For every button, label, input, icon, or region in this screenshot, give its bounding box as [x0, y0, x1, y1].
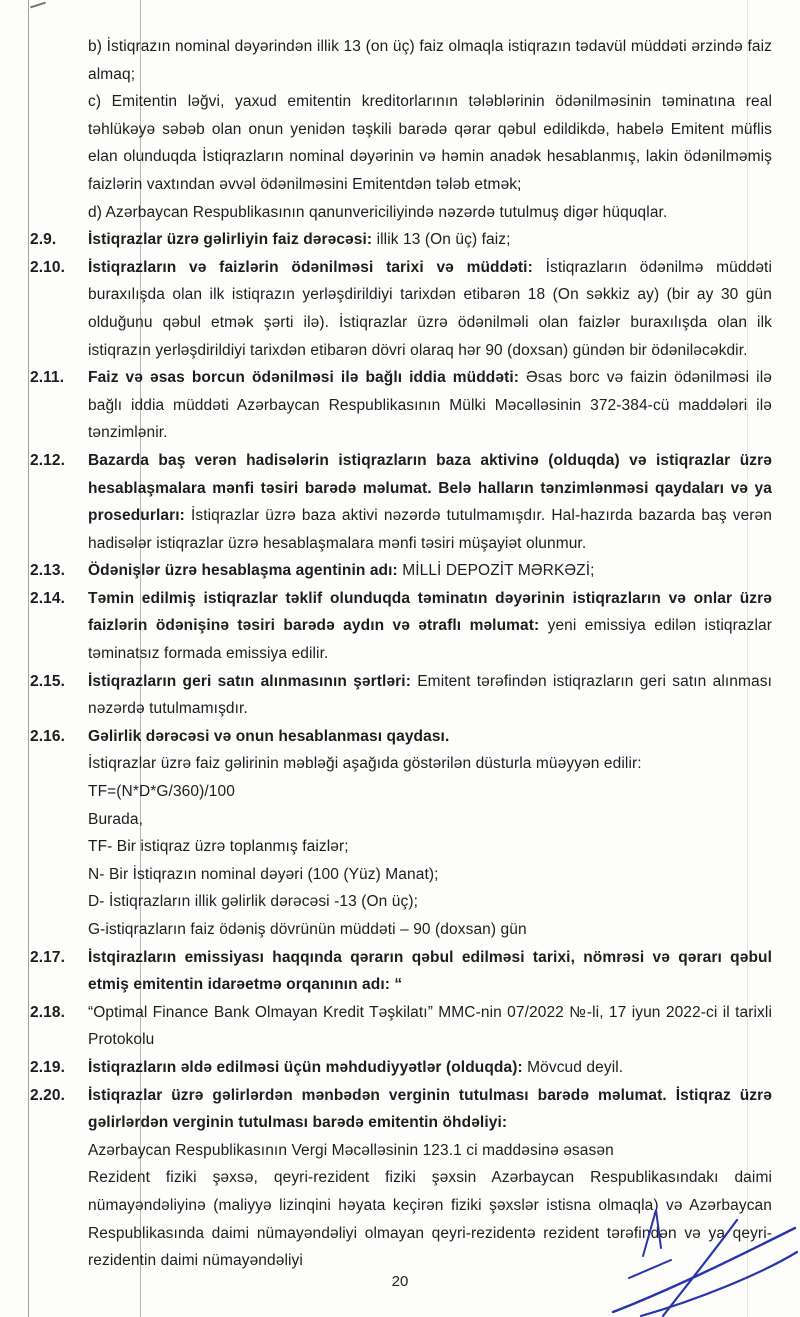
- item-text: [88, 254, 772, 364]
- item-text: [88, 447, 772, 557]
- paragraph-text: b) İstiqrazın nominal dəyərindən illik 13 (on üç) faiz olmaqla istiqrazın tədavül müddəti ərzində faiz almaq;: [88, 38, 772, 83]
- continuation-line: Rezident fiziki şəxsə, qeyri-rezident fiziki şəxsin Azərbaycan Respublikasındakı daimi nümayəndəliyinə (maliyyə lizinqini həyata keçirən fiziki şəxslər istisna olmaqla) və Azərbaycan Respublikasında daimi nümayəndəliyi olmayan qeyri-rezidentə rezident tərəfindən və ya qeyri-rezidentin daimi nümayəndəliyi: [88, 1169, 772, 1270]
- item-title: İstiqrazlar üzrə gəlirlərdən mənbədən verginin tutulması barədə məlumat. İstiqraz üzrə gəlirlərdən verginin tutulması barədə emitentin öhdəliyi:: [88, 1086, 772, 1132]
- continuation-line: Azərbaycan Respublikasının Vergi Məcəlləsinin 123.1 ci maddəsinə əsasən: [88, 1141, 614, 1159]
- item-text: [88, 199, 772, 227]
- formula-line: TF- Bir istiqraz üzrə toplanmış faizlər;: [88, 838, 349, 856]
- paragraph-text: İstiqrazlar üzrə baza aktivi nəzərdə tutulmamışdır. Hal-hazırda bazarda baş verən hadisələr istiqrazlar üzrə hesablaşmalara mənfi təsiri müşayiət olunmur.: [88, 507, 772, 552]
- item-title: İstqirazların emissiyası haqqında qərarın qəbul edilməsi tarixi, nömrəsi və qərarı qəbul etmiş emitentin idarəetmə orqanının adı: “: [88, 948, 772, 994]
- paragraph-text: Əsas borc və faizin ödənilməsi ilə bağlı iddia müddəti Azərbaycan Respublikasının Mülki Məcəlləsinin 372-384-cü maddələri ilə tənzimlənir.: [88, 369, 772, 442]
- list-item-d: [30, 199, 772, 227]
- item-number: 2.12.: [30, 451, 65, 469]
- item-text: [88, 557, 772, 585]
- item-title: Faiz və əsas borcun ödənilməsi ilə bağlı iddia müddəti:: [88, 369, 520, 387]
- item-text: [88, 226, 772, 254]
- section-2-9: [30, 226, 772, 254]
- item-title: Ödənişlər üzrə hesablaşma agentinin adı:: [88, 562, 398, 580]
- formula-block: [88, 750, 772, 943]
- paragraph-text: MİLLİ DEPOZİT MƏRKƏZİ;: [397, 562, 595, 580]
- paragraph-text: Emitent tərəfindən istiqrazların geri satın alınması nəzərdə tutulmamışdır.: [88, 672, 773, 718]
- item-number: 2.13.: [30, 562, 65, 580]
- signature: [585, 1192, 800, 1317]
- item-number: 2.18.: [30, 1003, 65, 1021]
- item-number: 2.17.: [30, 948, 65, 966]
- item-text: [88, 585, 772, 668]
- item-title: İstiqrazların geri satın alınmasının şərtləri:: [88, 672, 411, 690]
- paragraph-text: Mövcud deyil.: [522, 1058, 624, 1076]
- formula-line: N- Bir İstiqrazın nominal dəyəri (100 (Yüz) Manat);: [88, 865, 439, 883]
- item-title: Təmin edilmiş istiqrazlar təklif olunduqda təminatın dəyərinin istiqrazların və onlar üzrə faizlərin ödənişinə təsiri barədə aydın və ətraflı məlumat:: [88, 589, 772, 635]
- item-number: 2.20.: [30, 1086, 65, 1104]
- section-2-16: [30, 723, 772, 944]
- section-2-17: [30, 944, 772, 999]
- item-text: [88, 999, 772, 1054]
- section-2-14: [30, 585, 772, 668]
- section-2-11: [30, 364, 772, 447]
- item-number: 2.14.: [30, 589, 65, 607]
- paragraph-text: illik 13 (On üç) faiz;: [372, 231, 511, 249]
- item-title: İstiqrazların və faizlərin ödənilməsi tarixi və müddəti:: [88, 258, 533, 276]
- list-item-b: [30, 33, 772, 88]
- item-text: [88, 364, 772, 447]
- page-number: 20: [391, 1273, 409, 1290]
- item-text: [88, 1054, 772, 1082]
- item-title: Bazarda baş verən hadisələrin istiqrazların baza aktivinə (olduqda) və istiqrazlar üzrə hesablaşmalara mənfi təsiri barədə məlumat. Belə halların tənzimlənməsi qaydaları və ya prosedurları:: [88, 451, 772, 525]
- item-number: 2.19.: [30, 1058, 65, 1076]
- section-2-18: [30, 999, 772, 1054]
- document-body: [30, 33, 772, 1275]
- list-item-c: [30, 88, 772, 198]
- item-number: 2.9.: [30, 231, 57, 249]
- paragraph-text: İstiqrazların ödənilmə müddəti buraxılışda olan ilk istiqrazın yerləşdirildiyi tarixdən etibarən 18 (On səkkiz ay) (bir ay 30 gün olduğunu qəbul etmək şərti ilə). İstiqrazlar üzrə ödənilməli olan faizlər buraxılışda olan ilk istiqrazın yerləşdirildiyi tarixdən etibarən dövri olaraq hər 90 (doxsan) gündən bir ödəniləcəkdir.: [88, 258, 772, 359]
- formula-line: İstiqrazlar üzrə faiz gəlirinin məbləği aşağıda göstərilən düsturla müəyyən edilir:: [88, 755, 642, 773]
- item-number: 2.10.: [30, 258, 65, 276]
- item-text: [88, 944, 772, 999]
- formula-line: D- İstiqrazların illik gəlirlik dərəcəsi -13 (On üç);: [88, 893, 419, 911]
- item-title: İstiqrazların əldə edilməsi üçün məhdudiyyətlər (olduqda):: [88, 1058, 523, 1076]
- paragraph-text: d) Azərbaycan Respublikasının qanunvericiliyində nəzərdə tutulmuş digər hüquqlar.: [88, 203, 668, 221]
- item-number: 2.15.: [30, 672, 65, 690]
- formula-line: G-istiqrazların faiz ödəniş dövrünün müddəti – 90 (doxsan) gün: [88, 921, 527, 938]
- formula-line: Burada,: [88, 810, 143, 828]
- formula-line: TF=(N*D*G/360)/100: [88, 783, 235, 801]
- item-text: [88, 33, 772, 88]
- section-2-19: [30, 1054, 772, 1082]
- section-2-12: [30, 447, 772, 557]
- section-2-10: [30, 254, 772, 364]
- item-number: 2.11.: [30, 369, 65, 387]
- item-number: 2.16.: [30, 727, 65, 745]
- paragraph-text: yeni emissiya edilən istiqrazlar təminatsız formada emissiya edilir.: [88, 617, 772, 663]
- scan-artifact: [30, 2, 46, 9]
- scan-fold-line-left: [28, 0, 29, 1317]
- item-text: [88, 668, 772, 723]
- paragraph-text: “Optimal Finance Bank Olmayan Kredit Təşkilatı” MMC-nin 07/2022 №-li, 17 iyun 2022-ci il tarixli Protokolu: [88, 1003, 772, 1049]
- paragraph-text: c) Emitentin ləğvi, yaxud emitentin kreditorlarının tələblərinin ödənilməsinin təminatına real təhlükəyə səbəb olan onun yenidən təşkili barədə qərar qəbul edildikdə, habelə Emitent müflis elan olunduqda İstiqrazların nominal dəyərinin və həmin anadək hesablanmış, lakin ödənilməmiş faizlərin vaxtından əvvəl ödənilməsini Emitentdən tələb etmək;: [88, 93, 772, 193]
- section-2-13: [30, 557, 772, 585]
- item-title: Gəlirlik dərəcəsi və onun hesablanması qaydası.: [88, 727, 450, 745]
- section-2-15: [30, 668, 772, 723]
- item-text: [88, 88, 772, 198]
- item-title: İstiqrazlar üzrə gəlirliyin faiz dərəcəsi:: [88, 231, 373, 249]
- item-text: [88, 723, 772, 944]
